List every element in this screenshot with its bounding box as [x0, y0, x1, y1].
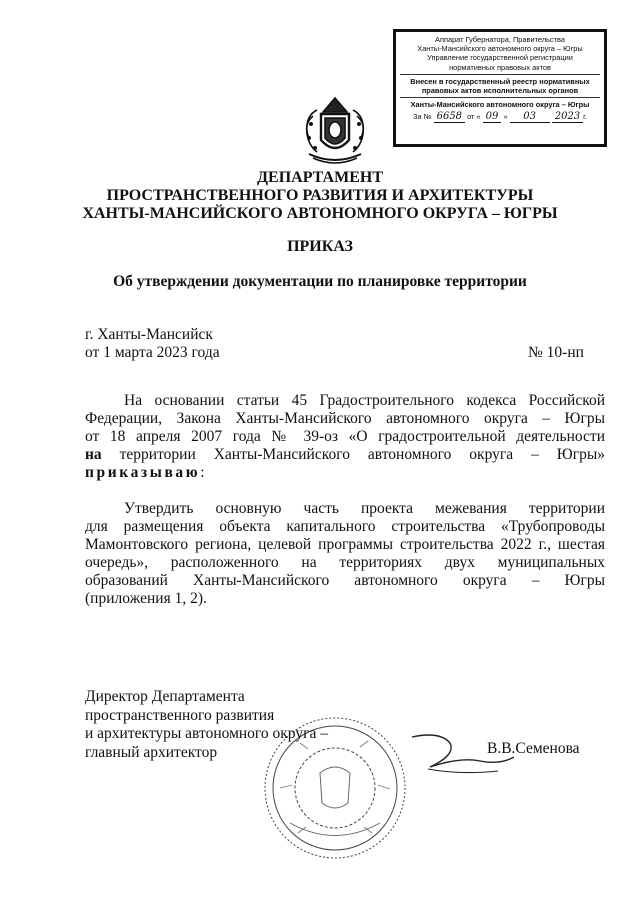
department-name-line-1: ДЕПАРТАМЕНТ	[257, 169, 383, 186]
stamp-divider	[400, 74, 600, 75]
order-paragraph	[85, 500, 605, 608]
order-number: № 10-нп	[528, 344, 584, 361]
signatory-name: В.В.Семенова	[487, 740, 580, 757]
order-verb-colon: :	[200, 464, 205, 481]
stamp-line: Управление государственной регистрации	[427, 53, 573, 63]
stamp-day: 09	[483, 112, 502, 122]
signatory-position	[85, 688, 328, 762]
order-line: для размещения объекта капитального строительства «Трубопроводы	[85, 518, 605, 535]
stamp-year-suffix: г.	[583, 112, 588, 122]
stamp-line: Внесен в государственный реестр нормативных	[410, 76, 590, 86]
stamp-prefix: За №	[412, 112, 432, 122]
preamble-line	[85, 446, 605, 464]
stamp-line: правовых актов исполнительных органов	[421, 86, 579, 96]
coat-of-arms-icon	[295, 90, 375, 170]
place: г. Ханты-Мансийск	[85, 326, 213, 343]
preamble-bold-word: на	[85, 446, 102, 463]
registration-stamp	[393, 29, 607, 147]
preamble-paragraph	[85, 392, 605, 482]
stamp-month: 03	[510, 112, 550, 122]
signatory-position-line: и архитектуры автономного округа –	[85, 725, 328, 742]
order-line: Мамонтовского региона, целевой программы строительства 2022 г., шестая	[85, 536, 605, 553]
stamp-line: нормативных правовых актов	[449, 62, 551, 72]
preamble-line	[85, 464, 605, 482]
stamp-line: Ханты-Мансийского автономного округа – Югры	[417, 44, 583, 54]
stamp-line: Аппарат Губернатора, Правительства	[435, 35, 565, 44]
stamp-number: 6658	[434, 112, 465, 122]
signatory-position-line: главный архитектор	[85, 743, 218, 761]
signatory-position-line: пространственного развития	[85, 706, 275, 724]
stamp-divider	[400, 97, 600, 98]
order-line: Утвердить основную часть проекта межевания территории	[124, 500, 605, 517]
order-line: (приложения 1, 2).	[85, 590, 207, 607]
order-verb: приказываю	[85, 464, 201, 481]
preamble-line-rest: территории Ханты-Мансийского автономного округа – Югры»	[101, 446, 605, 463]
preamble-line: Федерации, Закона Ханты-Мансийского автономного округа – Югры	[85, 410, 605, 427]
department-name-line-3: ХАНТЫ-МАНСИЙСКОГО АВТОНОМНОГО ОКРУГА – ЮГРЫ	[82, 205, 558, 222]
stamp-quote: »	[503, 112, 508, 122]
preamble-line: от 18 апреля 2007 года № 39-оз «О градостроительной деятельности	[85, 428, 605, 445]
document-subject: Об утверждении документации по планировке территории	[113, 273, 527, 290]
signatory-position-line: Директор Департамента	[85, 688, 245, 705]
stamp-from: от «	[467, 112, 481, 122]
stamp-registration-number	[400, 112, 600, 122]
preamble-line: На основании статьи 45 Градостроительного кодекса Российской	[124, 392, 605, 409]
department-name-line-2: ПРОСТРАНСТВЕННОГО РАЗВИТИЯ И АРХИТЕКТУРЫ	[106, 187, 534, 204]
order-date: от 1 марта 2023 года	[85, 344, 220, 361]
stamp-line: Ханты-Мансийского автономного округа – Югры	[410, 100, 590, 110]
order-line: образований Ханты-Мансийского автономного округа – Югры	[85, 572, 605, 589]
document-type-title: ПРИКАЗ	[287, 238, 353, 255]
order-line: очередь», расположенного на территориях двух муниципальных	[85, 554, 605, 571]
stamp-year: 2023	[552, 112, 583, 122]
